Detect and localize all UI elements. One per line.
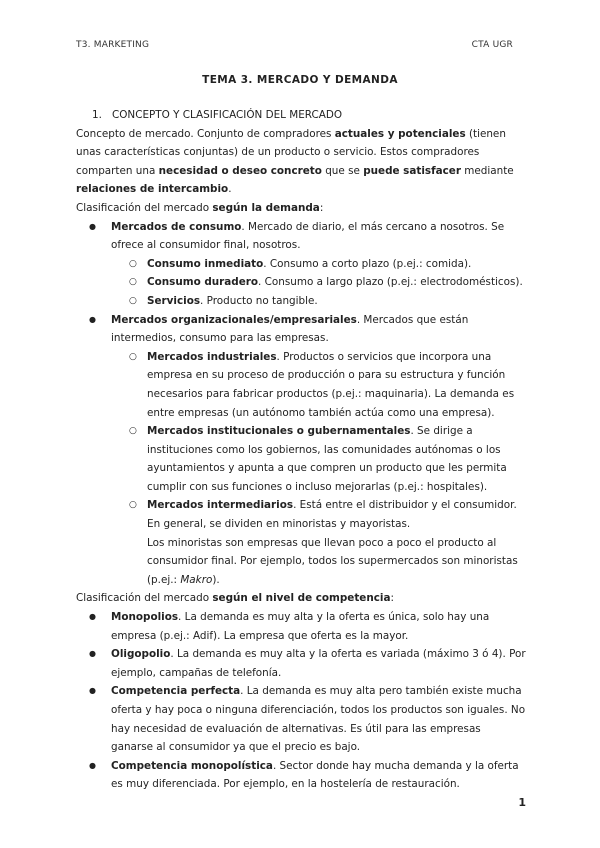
list-item: ○ Consumo inmediato. Consumo a corto plazo (p.ej.: comida). <box>147 255 526 274</box>
list-item: ● Oligopolio. La demanda es muy alta y la oferta es variada (máximo 3 ó 4). Por ejemplo, campañas de telefonía. <box>111 645 526 682</box>
document-body <box>76 106 526 794</box>
demand-list <box>76 218 526 590</box>
list-item: ● Competencia perfecta. La demanda es muy alta pero también existe mucha oferta y hay poca o ninguna diferenciación, todos los productos son iguales. No hay necesidad de evaluación de alternativas. Es útil para las empresas ganarse al consumidor ya que el precio es bajo. <box>111 682 526 756</box>
consumo-sublist <box>111 255 526 311</box>
concept-paragraph: Concepto de mercado. Conjunto de compradores actuales y potenciales (tienen unas características conjuntas) de un producto o servicio. Estos compradores comparten una necesidad o deseo concreto que se puede satisfacer mediante relaciones de intercambio. <box>76 127 514 196</box>
demand-classification-intro: Clasificación del mercado según la demanda: <box>76 201 324 214</box>
list-item: ○ Mercados intermediarios. Está entre el distribuidor y el consumidor. En general, se dividen en minoristas y mayoristas. Los minoristas son empresas que llevan poco a poco el producto al consumidor final. Por ejemplo, todos los supermercados son minoristas (p.ej.: Makro). <box>147 496 526 589</box>
list-item: ○ Mercados industriales. Productos o servicios que incorpora una empresa en su proceso de producción o para su estructura y función necesarios para fabricar productos (p.ej.: maquinaria). La demanda es entre empresas (un autónomo también actúa como una empresa). <box>147 348 526 422</box>
document-title: TEMA 3. MERCADO Y DEMANDA <box>202 74 398 86</box>
list-item: ○ Servicios. Producto no tangible. <box>147 292 526 311</box>
list-item: ○ Mercados institucionales o gubernamentales. Se dirige a instituciones como los gobiernos, las comunidades autónomas o los ayuntamientos y apunta a que compren un producto que les permita cumplir con sus funciones o incluso mejorarlas (p.ej.: hospitales). <box>147 422 526 496</box>
header-left: T3. MARKETING <box>76 40 150 50</box>
section-number: 1. <box>92 109 102 121</box>
section-heading <box>92 106 526 125</box>
header-right: CTA UGR <box>471 40 513 50</box>
list-item-consumo: ● Mercados de consumo. Mercado de diario, el más cercano a nosotros. Se ofrece al consumidor final, nosotros. ○ Consumo inmediato. Consumo a corto plazo (p.ej.: comida). ○ Consumo duradero. Consumo a largo plazo (p.ej.: electrodomésticos). ○ Servicios. Producto no tangible. <box>111 218 526 311</box>
list-item-organizacionales: ● Mercados organizacionales/empresariales. Mercados que están intermedios, consumo para las empresas. ○ Mercados industriales. Productos o servicios que incorpora una empresa en su proceso de producción o para su estructura y función necesarios para fabricar productos (p.ej.: maquinaria). La demanda es entre empresas (un autónomo también actúa como una empresa). ○ Mercados institucionales o gubernamentales. Se dirige a instituciones como los gobiernos, las comunidades autónomas o los ayuntamientos y apunta a que compren un producto que les permita cumplir con sus funciones o incluso mejorarlas (p.ej.: hospitales). ○ Mercados intermediarios. Está entre el distribuidor y el consumidor. En general, se dividen en minoristas y mayoristas. Los minoristas son empresas que llevan poco a poco el producto al consumidor final. Por ejemplo, todos los supermercados son minoristas (p.ej.: Makro). <box>111 311 526 590</box>
section-label: CONCEPTO Y CLASIFICACIÓN DEL MERCADO <box>112 109 343 121</box>
list-item: ● Monopolios. La demanda es muy alta y la oferta es única, solo hay una empresa (p.ej.: Adif). La empresa que oferta es la mayor. <box>111 608 526 645</box>
page-number: 1 <box>518 796 526 809</box>
list-item: ● Competencia monopolística. Sector donde hay mucha demanda y la oferta es muy diferenciada. Por ejemplo, en la hostelería de restauración. <box>111 757 526 794</box>
competition-classification-intro: Clasificación del mercado según el nivel de competencia: <box>76 592 394 605</box>
competition-list <box>76 608 526 794</box>
organizacionales-sublist <box>111 348 526 590</box>
list-item: ○ Consumo duradero. Consumo a largo plazo (p.ej.: electrodomésticos). <box>147 273 526 292</box>
